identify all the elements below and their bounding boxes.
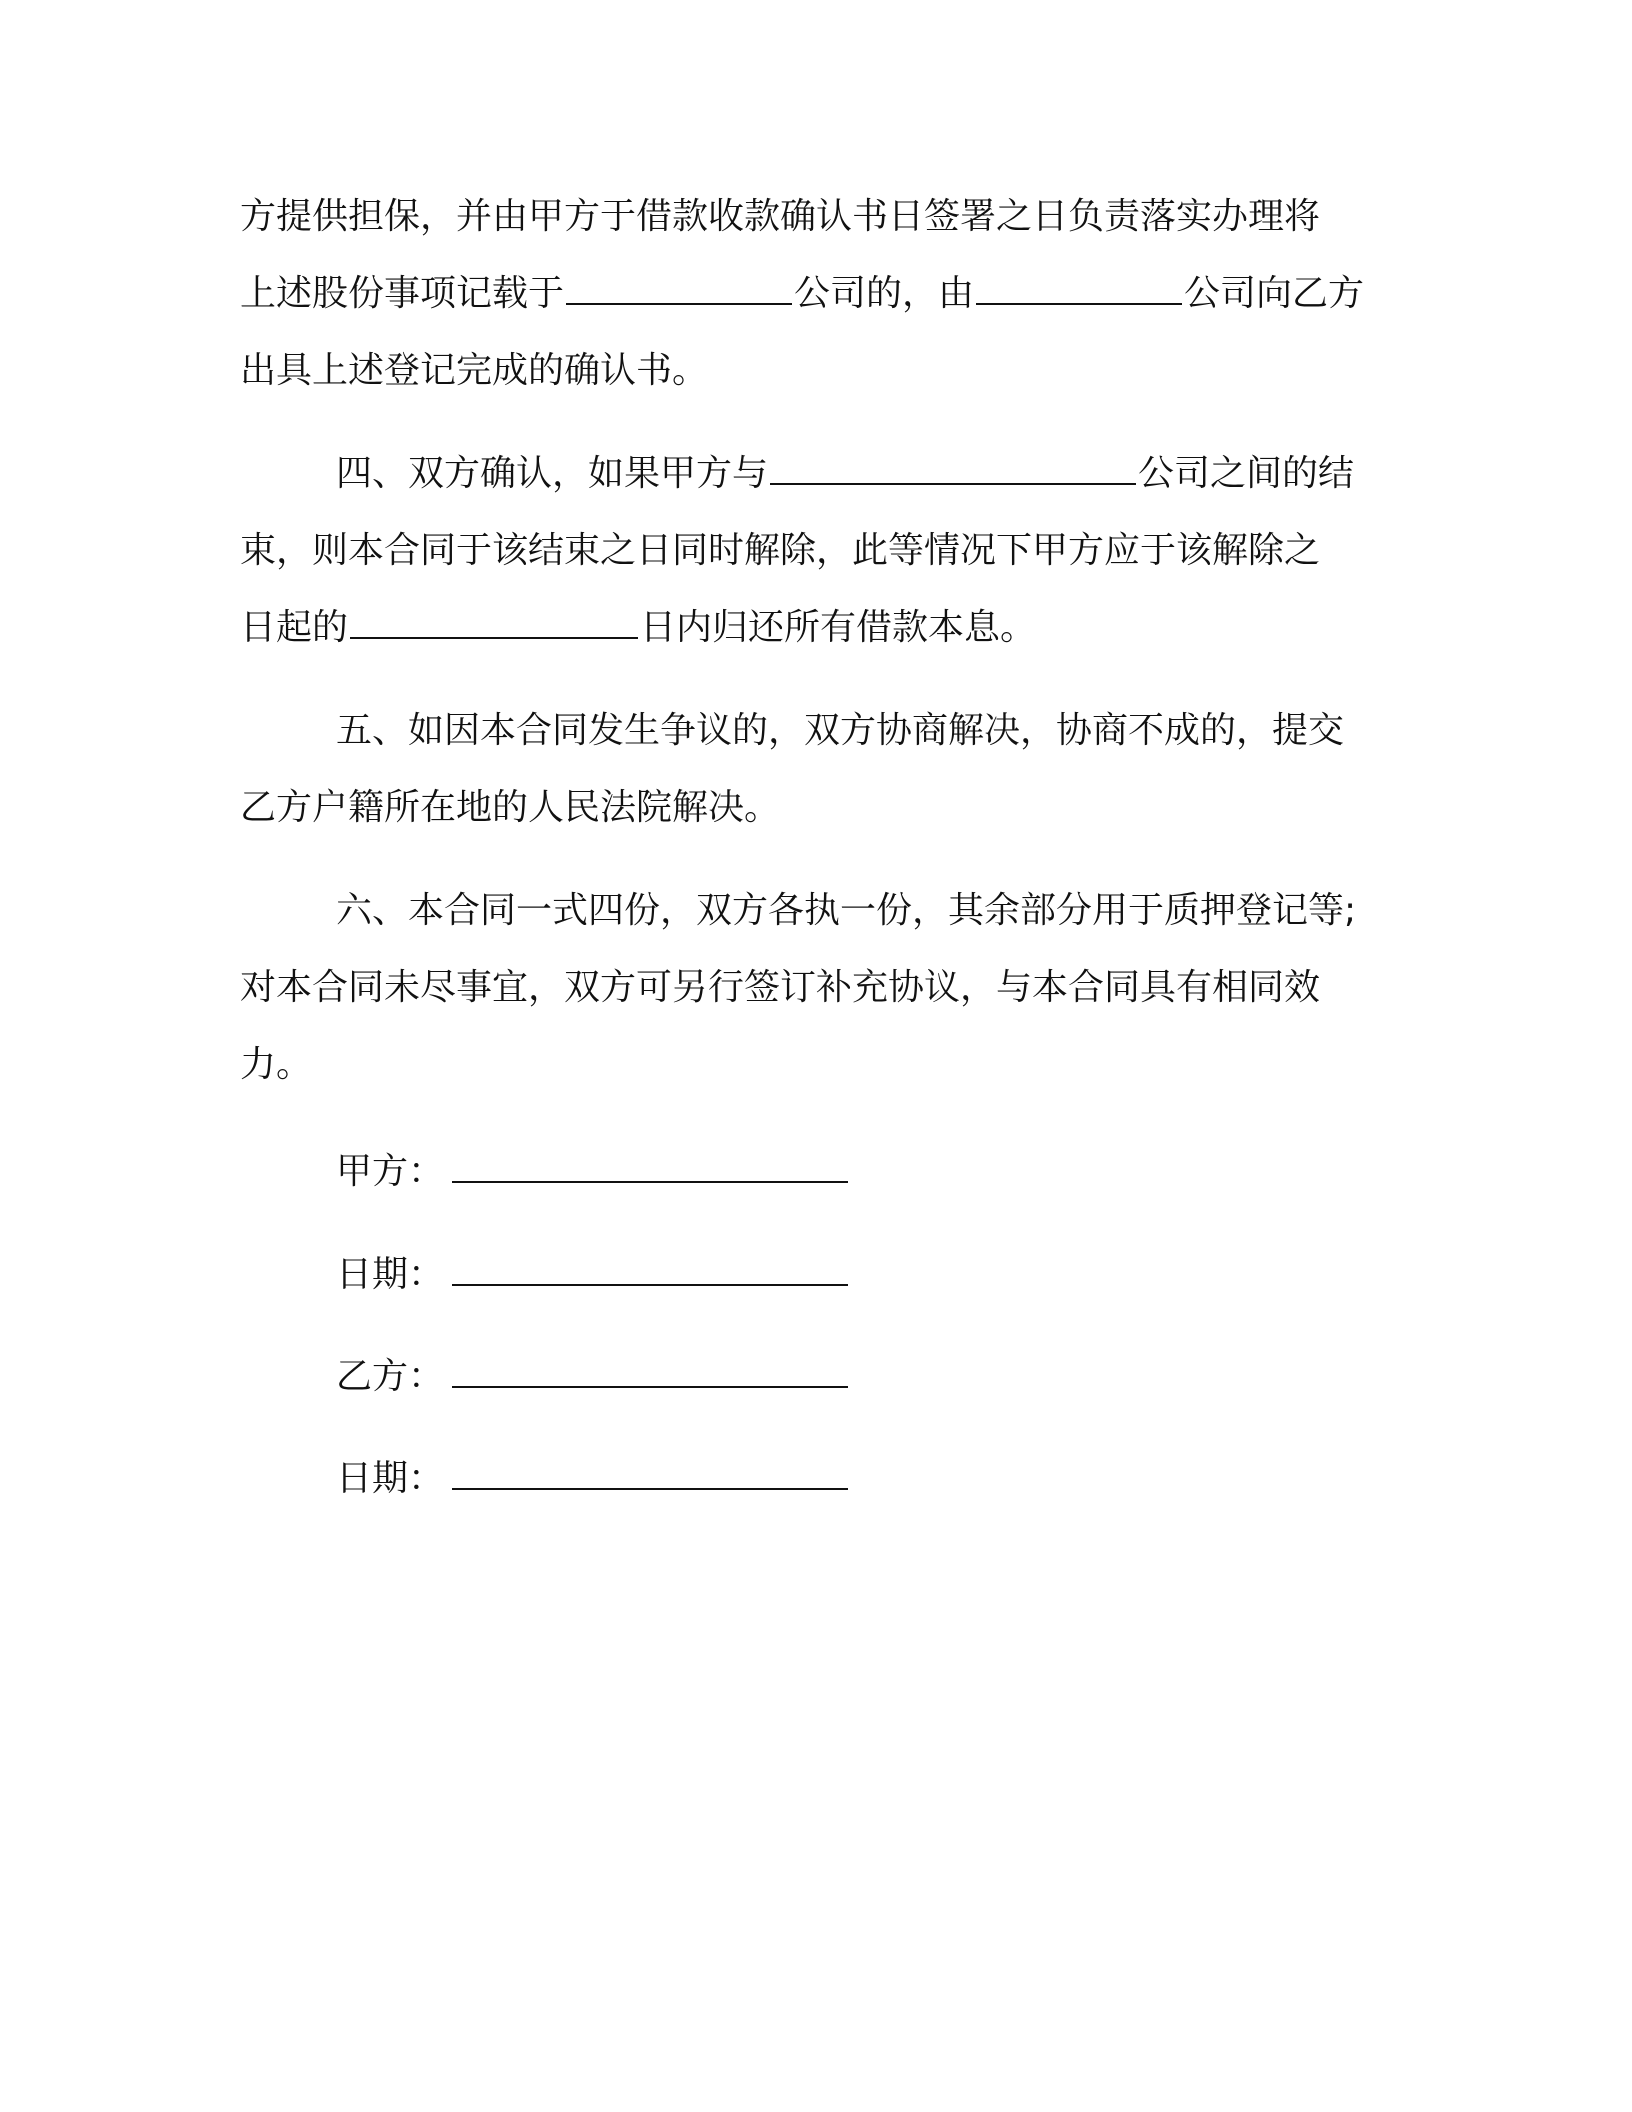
paragraph-3-line-3: 出具上述登记完成的确认书。 bbox=[240, 350, 709, 391]
party-b-label: 乙方： bbox=[336, 1356, 445, 1397]
paragraph-3-line-2 bbox=[240, 255, 1390, 332]
company-name-blank-1 bbox=[566, 275, 792, 305]
company-name-blank-3 bbox=[770, 455, 1136, 485]
party-a-label: 甲方： bbox=[336, 1151, 445, 1192]
party-b-blank bbox=[452, 1356, 848, 1388]
paragraph-3-line-2-text-c: 公司向乙方 bbox=[1184, 273, 1365, 314]
paragraph-3-line-1: 方提供担保，并由甲方于借款收款确认书日签署之日负责落实办理将 bbox=[240, 196, 1321, 237]
paragraph-4-line-3-text-b: 日内归还所有借款本息。 bbox=[640, 607, 1037, 648]
paragraph-5-line-1: 五、如因本合同发生争议的，双方协商解决，协商不成的，提交 bbox=[336, 710, 1345, 751]
paragraph-6-line-2: 对本合同未尽事宜，双方可另行签订补充协议，与本合同具有相同效 bbox=[240, 967, 1321, 1008]
company-name-blank-2 bbox=[976, 275, 1182, 305]
paragraph-3-line-2-text-a: 上述股份事项记载于 bbox=[240, 273, 565, 314]
paragraph-6 bbox=[240, 872, 1390, 1103]
party-a-blank bbox=[452, 1151, 848, 1183]
days-blank bbox=[350, 609, 638, 639]
paragraph-4-line-1-text-b: 公司之间的结 bbox=[1138, 453, 1355, 494]
date-b-label: 日期： bbox=[336, 1458, 445, 1499]
paragraph-3-continued bbox=[240, 178, 1390, 409]
paragraph-4-line-1 bbox=[240, 435, 1390, 512]
date-b-blank bbox=[452, 1458, 848, 1490]
signature-date-a bbox=[336, 1250, 848, 1300]
paragraph-4 bbox=[240, 435, 1390, 666]
date-a-label: 日期： bbox=[336, 1254, 445, 1295]
paragraph-4-line-2: 束，则本合同于该结束之日同时解除，此等情况下甲方应于该解除之 bbox=[240, 530, 1321, 571]
paragraph-5-line-2: 乙方户籍所在地的人民法院解决。 bbox=[240, 787, 781, 828]
paragraph-5 bbox=[240, 692, 1390, 846]
signature-date-b bbox=[336, 1454, 848, 1504]
paragraph-6-line-3: 力。 bbox=[240, 1044, 313, 1085]
paragraph-6-line-1: 六、本合同一式四份，双方各执一份，其余部分用于质押登记等; bbox=[336, 890, 1357, 931]
paragraph-4-line-3 bbox=[240, 589, 1390, 666]
paragraph-4-line-1-text-a: 四、双方确认，如果甲方与 bbox=[336, 453, 769, 494]
paragraph-3-line-2-text-b: 公司的，由 bbox=[794, 273, 975, 314]
signature-party-a bbox=[336, 1147, 848, 1197]
signature-party-b bbox=[336, 1352, 848, 1402]
paragraph-4-line-3-text-a: 日起的 bbox=[240, 607, 349, 648]
date-a-blank bbox=[452, 1254, 848, 1286]
